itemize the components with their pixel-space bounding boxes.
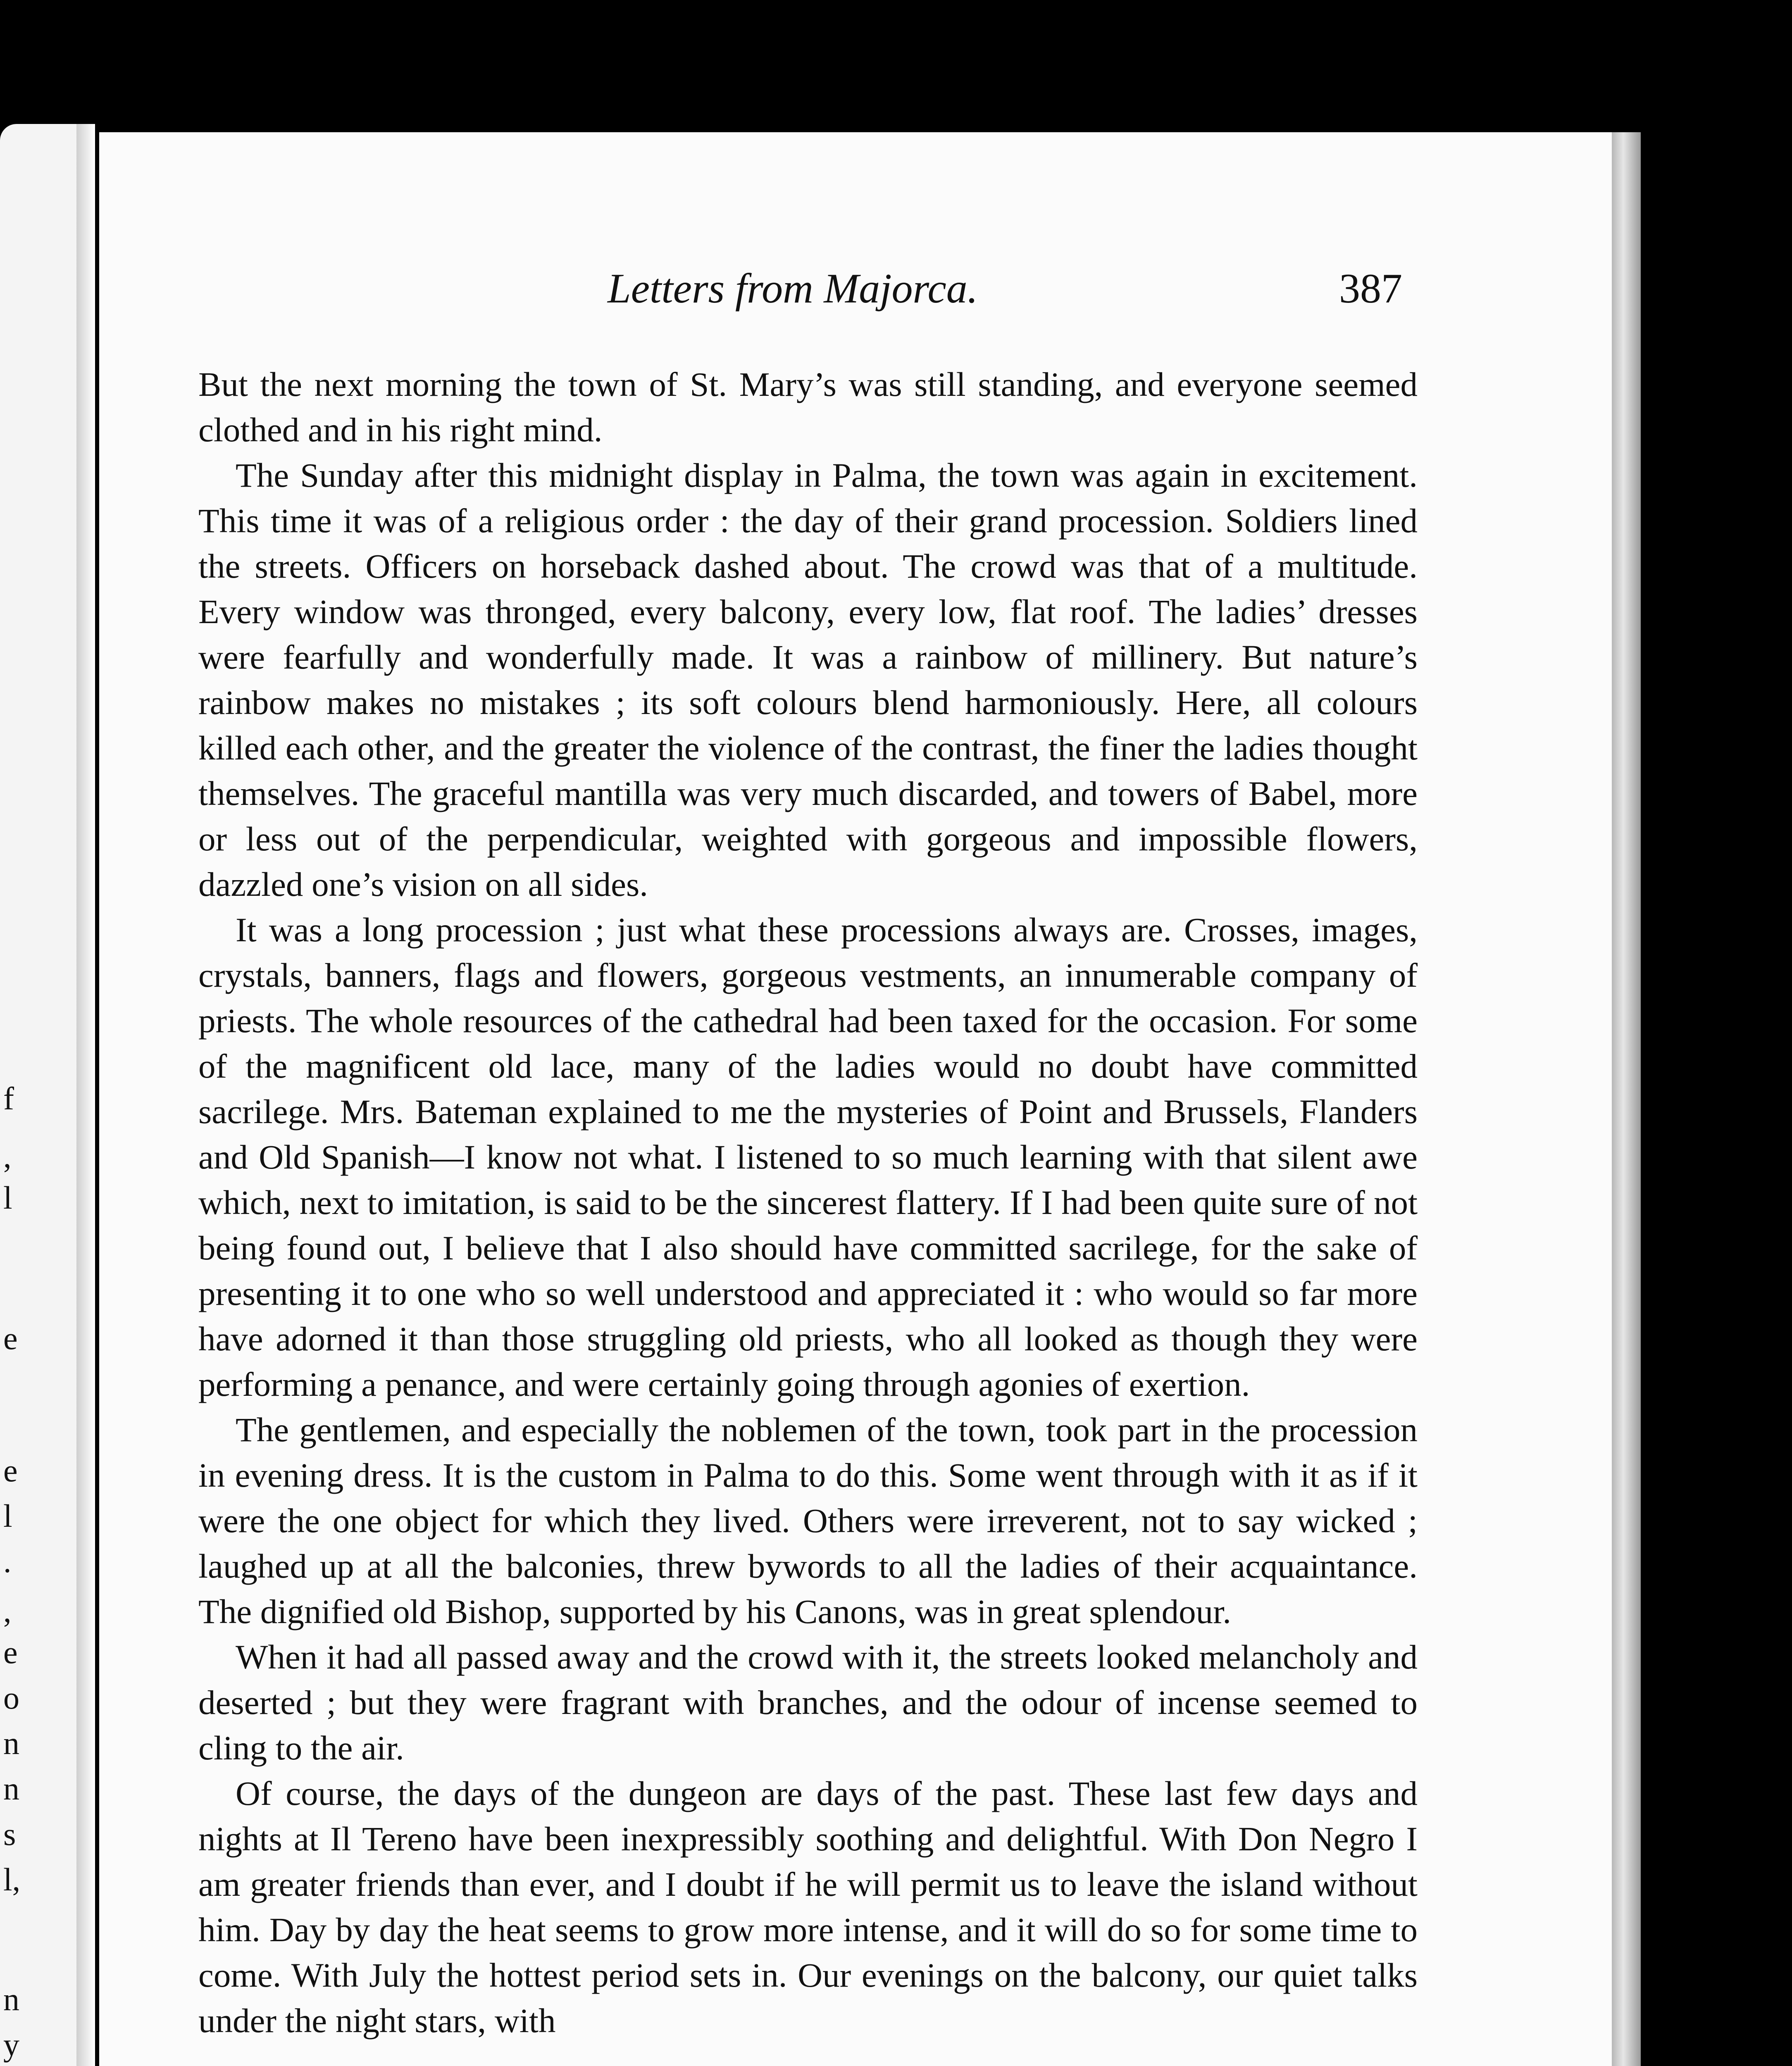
left-page-fragment: n	[3, 1981, 19, 2017]
running-title: Letters from Majorca.	[608, 265, 978, 312]
left-page-fragment: e	[3, 1320, 18, 1356]
left-page-fragment: e	[3, 1452, 18, 1488]
paragraph: The Sunday after this midnight display in Palma, the town was again in excitement. This time it was of a religious order : the day of their grand procession. Soldiers lined the streets. Officers on horseback dashed about. The crowd was that of a multitude. Every window was thronged, every balcony, every low, flat roof. The ladies’ dresses were fearfully and wonderfully made. It was a rainbow of millinery. But nature’s rainbow makes no mistakes ; its soft colours blend harmoniously. Here, all colours killed each other, and the greater the violence of the contrast, the finer the ladies thought themselves. The graceful mantilla was very much discarded, and towers of Babel, more or less out of the perpendicular, weighted with gorgeous and impossible flowers, dazzled one’s vision on all sides.	[198, 456, 1418, 903]
left-page-fragment: l	[3, 1180, 12, 1216]
left-page-fragment: .	[3, 1543, 12, 1579]
paragraph: Of course, the days of the dungeon are days of the past. These last few days and nights at Il Tereno have been inexpressibly soothing and delightful. With Don Negro I am greater friends than ever, and I doubt if he will permit us to leave the island without him. Day by day the heat seems to grow more intense, and it will do so for some time to come. With July the hottest period sets in. Our evenings on the balcony, our quiet talks under the night stars, with	[198, 1774, 1418, 2040]
body-text	[198, 362, 1418, 2043]
left-page-fragment: s	[3, 1816, 16, 1852]
left-page-fragment: n	[3, 1771, 19, 1807]
page-header	[99, 264, 1612, 318]
page-gutter	[76, 124, 95, 2066]
paragraph: But the next morning the town of St. Mary’s was still standing, and everyone seemed clothed and in his right mind.	[198, 365, 1418, 449]
left-page-fragment: ,	[3, 1138, 12, 1174]
left-page-fragment: o	[3, 1680, 19, 1716]
left-page-fragment: l,	[3, 1861, 21, 1897]
left-page-fragment: y	[3, 2027, 19, 2063]
left-page-fragment: f	[3, 1081, 14, 1116]
left-page-fragment: l	[3, 1498, 12, 1534]
left-page-fragment: ,	[3, 1593, 12, 1629]
page-number: 387	[1339, 265, 1402, 312]
page-stack-edge	[1612, 132, 1641, 2066]
left-page-fragment: n	[3, 1725, 19, 1761]
paragraph: When it had all passed away and the crowd with it, the streets looked melancholy and deserted ; but they were fragrant with branches, and the odour of incense seemed to cling to the air.	[198, 1638, 1418, 1767]
left-page-fragment: e	[3, 1634, 18, 1670]
paragraph: It was a long procession ; just what these processions always are. Crosses, images, crystals, banners, flags and flowers, gorgeous vestments, an innumerable company of priests. The whole resources of the cathedral had been taxed for the occasion. For some of the magnificent old lace, many of the ladies would no doubt have committed sacrilege. Mrs. Bateman explained to me the mysteries of Point and Brussels, Flanders and Old Spanish—I know not what. I listened to so much learning with that silent awe which, next to imitation, is said to be the sincerest flattery. If I had been quite sure of not being found out, I believe that I also should have committed sacrilege, for the sake of presenting it to one who so well understood and appreciated it : who would so far more have adorned it than those struggling old priests, who all looked as though they were performing a penance, and were certainly going through agonies of exertion.	[198, 911, 1418, 1403]
paragraph: The gentlemen, and especially the noblemen of the town, took part in the procession in evening dress. It is the custom in Palma to do this. Some went through with it as if it were the one object for which they lived. Others were irreverent, not to say wicked ; laughed up at all the balconies, threw bywords to all the ladies of their acquaintance. The dignified old Bishop, supported by his Canons, was in great splendour.	[198, 1411, 1418, 1630]
